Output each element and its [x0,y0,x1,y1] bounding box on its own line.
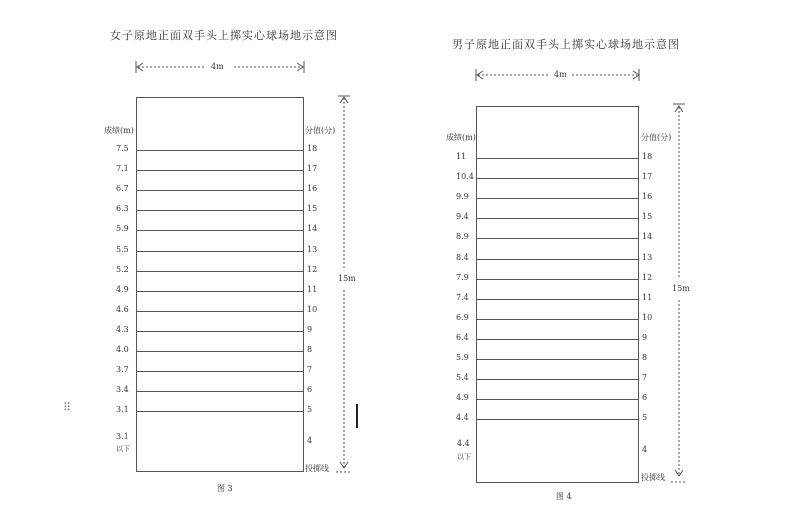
below-text: 以下 [457,453,471,461]
length-label: 15m [338,274,356,283]
score-label: 6.7 [116,184,129,194]
score-label: 7.9 [456,272,469,282]
score-label: 5.9 [456,353,469,362]
score-label: 4.9 [116,284,129,294]
score-label: 5.2 [116,264,129,274]
points-label: 10 [307,304,318,314]
points-label: 13 [642,252,653,262]
length-label: 15m [672,284,690,293]
score-label: 4.3 [116,324,129,334]
points-label: 6 [642,393,648,403]
width-label: 4m [554,70,567,79]
figure-caption: 图 4 [556,492,572,501]
figure-caption: 图 3 [217,484,233,493]
below-score: 4.4 [457,439,470,448]
score-header: 成绩(m) [104,126,134,135]
points-header: 分值(分) [641,133,672,142]
points-label: 17 [307,164,318,174]
score-label: 4.4 [456,413,469,423]
points-label: 5 [307,405,313,415]
points-label: 17 [642,172,653,182]
score-label: 6.9 [456,312,469,322]
score-label: 7.4 [456,292,469,302]
score-label: 5.4 [456,373,469,383]
throw-line-label: 投掷线 [641,473,665,482]
below-points: 4 [307,436,313,445]
throw-line-label: 投掷线 [305,464,329,473]
points-label: 6 [307,385,313,395]
score-label: 3.4 [116,385,129,395]
score-label: 5.9 [116,224,129,234]
points-label: 15 [307,204,318,214]
score-label: 5.5 [116,244,129,254]
score-label: 9.9 [456,192,469,202]
points-label: 11 [307,284,318,294]
points-label: 11 [642,292,653,302]
score-label: 4.6 [116,304,129,314]
below-score: 3.1 [116,432,129,441]
points-label: 9 [642,332,648,342]
points-label: 9 [307,324,313,334]
points-label: 8 [642,353,648,362]
points-label: 7 [642,373,648,383]
score-label: 6.3 [116,204,129,214]
below-points: 4 [642,445,648,454]
points-label: 16 [642,192,653,202]
points-label: 16 [307,184,318,194]
score-label: 10.4 [456,172,474,182]
text-cursor-icon [356,404,358,428]
drag-handle-icon[interactable]: ⠿ [63,401,72,414]
score-label: 4.0 [116,345,129,354]
points-label: 14 [642,232,653,242]
score-label: 9.4 [456,212,469,222]
points-label: 15 [642,212,653,222]
score-label: 3.7 [116,365,129,375]
score-label: 7.5 [116,144,129,153]
points-label: 12 [642,272,653,282]
score-label: 8.4 [456,252,469,262]
points-label: 18 [642,152,653,161]
score-header: 成绩(m) [446,133,476,142]
points-label: 18 [307,144,318,153]
score-label: 4.9 [456,393,469,403]
score-label: 8.9 [456,232,469,242]
score-label: 7.1 [116,164,129,174]
below-text: 以下 [116,445,130,453]
score-label: 6.4 [456,332,469,342]
width-label: 4m [211,62,224,71]
points-label: 10 [642,312,653,322]
figure-title: 女子原地正面双手头上掷实心球场地示意图 [110,29,338,42]
score-label: 3.1 [116,405,129,415]
points-label: 7 [307,365,313,375]
figure-title: 男子原地正面双手头上掷实心球场地示意图 [452,38,680,51]
points-header: 分值(分) [305,126,336,135]
score-label: 11 [456,152,467,161]
points-label: 5 [642,413,648,423]
points-label: 8 [307,345,313,354]
points-label: 13 [307,244,318,254]
points-label: 14 [307,224,318,234]
points-label: 12 [307,264,318,274]
